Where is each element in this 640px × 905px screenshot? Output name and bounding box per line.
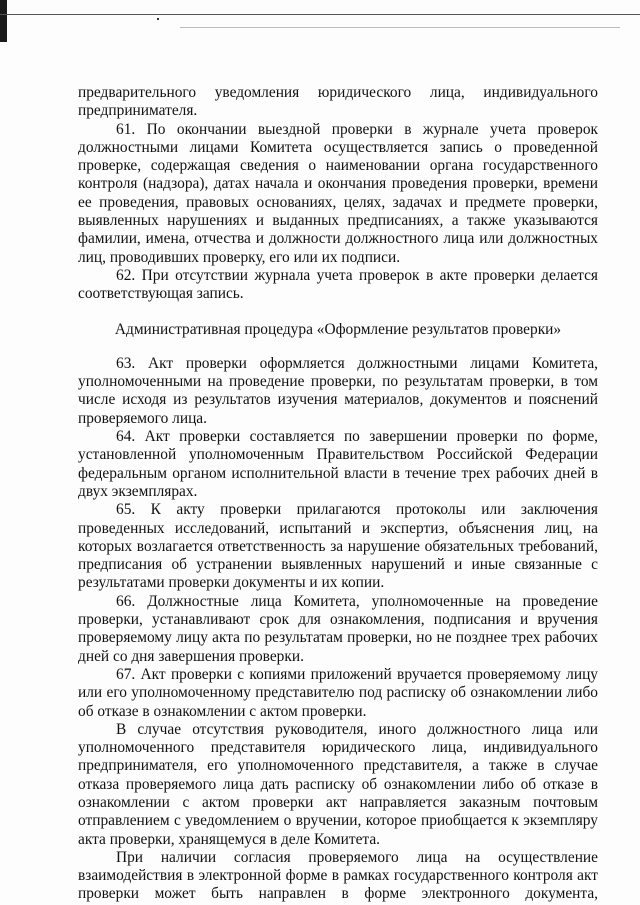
document-body xyxy=(78,84,598,904)
paragraph-electronic-form: При наличии согласия проверяемого лица на осуществление взаимодействия в электронной форме в рамках государственного контроля акт проверки может быть направлен в форме электронного документа, xyxy=(78,848,598,903)
paragraph-63: 63. Акт проверки оформляется должностными лицами Комитета, уполномоченными на проведение проверки, по результатам проверки, в том числе исходя из результатов изучения материалов, документов и пояснений проверяемого лица. xyxy=(78,354,598,427)
scan-top-line-faint xyxy=(180,27,620,28)
paragraph-66: 66. Должностные лица Комитета, уполномоченные на проведение проверки, устанавливают срок для ознакомления, подписания и вручения проверяемому лицу акта по результатам проверки, но не позднее трех рабочих дней со дня завершения проверки. xyxy=(78,592,598,665)
paragraph-61: 61. По окончании выездной проверки в журнале учета проверок должностными лицами Комитета осуществляется запись о проведенной проверке, содержащая сведения о наименовании органа государственного контроля (надзора), датах начала и окончания проведения проверки, времени ее проведения, правовых основаниях, целях, задачах и предмете проверки, выявленных нарушениях и выданных предписаниях, а также указываются фамилии, имена, отчества и должности должностного лица или должностных лиц, проводивших проверку, его или их подписи. xyxy=(78,120,598,266)
paragraph-65: 65. К акту проверки прилагаются протоколы или заключения проведенных исследований, испытаний и экспертиз, объяснения лиц, на которых возлагается ответственность за нарушение обязательных требований, предписания об устранении выявленных нарушений и иные связанные с результатами проверки документы и их копии. xyxy=(78,501,598,592)
scan-speck xyxy=(157,18,159,20)
paragraph-62: 62. При отсутствии журнала учета проверок в акте проверки делается соответствующая запись. xyxy=(78,266,598,303)
scan-top-line xyxy=(0,14,640,15)
section-heading: Административная процедура «Оформление результатов проверки» xyxy=(114,320,562,338)
paragraph-absence-case: В случае отсутствия руководителя, иного должностного лица или уполномоченного представителя юридического лица, индивидуального предпринимателя, его уполномоченного представителя, а также в случае отказа проверяемого лица дать расписку об ознакомлении либо об отказе в ознакомлении с актом проверки акт направляется заказным почтовым отправлением с уведомлением о вручении, которое приобщается к экземпляру акта проверки, хранящемуся в деле Комитета. xyxy=(78,720,598,848)
paragraph-64: 64. Акт проверки составляется по завершении проверки по форме, установленной уполномоченным Правительством Российской Федерации федеральным органом исполнительной власти в течение трех рабочих дней в двух экземплярах. xyxy=(78,428,598,500)
scan-edge-mark xyxy=(0,0,7,42)
paragraph-continuation: предварительного уведомления юридического лица, индивидуального предпринимателя. xyxy=(78,84,598,120)
paragraph-67: 67. Акт проверки с копиями приложений вручается проверяемому лицу или его уполномоченному представителю под расписку об ознакомлении либо об отказе в ознакомлении с актом проверки. xyxy=(78,665,598,720)
